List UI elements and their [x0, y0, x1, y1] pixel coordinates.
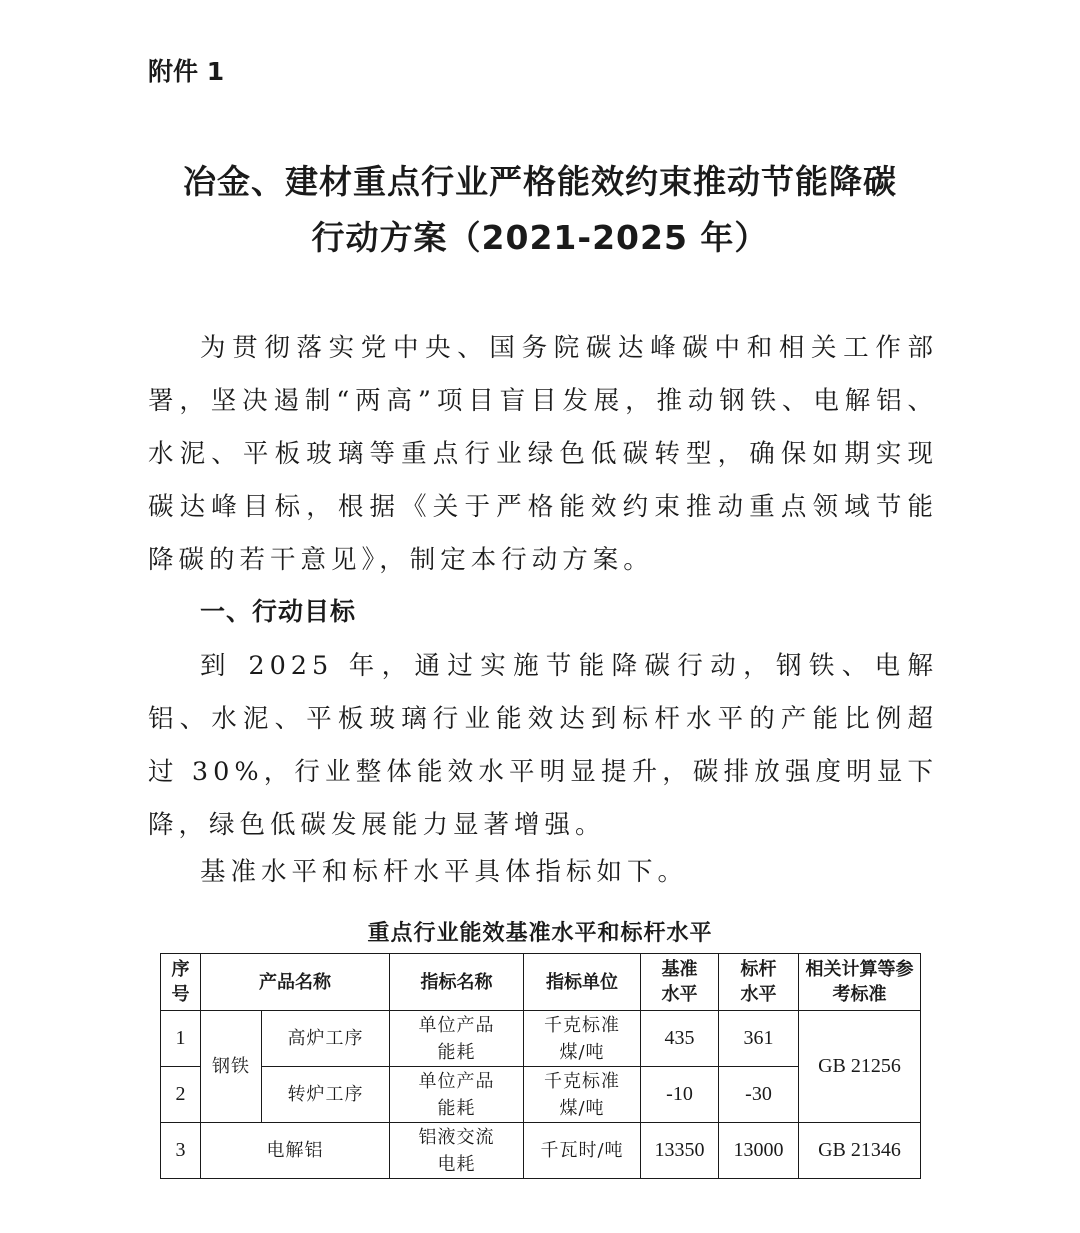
goals-paragraph: 到 2025 年，通过实施节能降碳行动，钢铁、电解铝、水泥、平板玻璃行业能效达到标杆水平的产能比例超过 30%，行业整体能效水平明显提升，碳排放强度明显下降，绿色低碳发展能力显著增强。 — [148, 651, 938, 840]
cell-seq: 2 — [161, 1067, 201, 1123]
cell-reference: GB 21256 — [799, 1011, 921, 1123]
cell-unit: 千克标准煤/吨 — [524, 1067, 641, 1123]
header-seq: 序号 — [161, 954, 201, 1011]
header-reference: 相关计算等参考标准 — [799, 954, 921, 1011]
cell-unit: 千瓦时/吨 — [524, 1123, 641, 1179]
energy-efficiency-table — [160, 953, 921, 1179]
table-header-row — [161, 954, 921, 1011]
cell-unit: 千克标准煤/吨 — [524, 1011, 641, 1067]
header-product: 产品名称 — [201, 954, 390, 1011]
cell-top-level: 361 — [719, 1011, 799, 1067]
cell-process: 转炉工序 — [262, 1067, 390, 1123]
cell-indicator: 单位产品能耗 — [390, 1011, 524, 1067]
cell-base-level: 435 — [641, 1011, 719, 1067]
header-indicator: 指标名称 — [390, 954, 524, 1011]
cell-base-level: -10 — [641, 1067, 719, 1123]
intro-paragraph: 为贯彻落实党中央、国务院碳达峰碳中和相关工作部署，坚决遏制“两高”项目盲目发展，推动钢铁、电解铝、水泥、平板玻璃等重点行业绿色低碳转型，确保如期实现碳达峰目标，根据《关于严格能效约束推动重点领域节能降碳的若干意见》，制定本行动方案。 — [148, 333, 938, 575]
cell-top-level: 13000 — [719, 1123, 799, 1179]
table-title: 重点行业能效基准水平和标杆水平 — [367, 921, 713, 946]
cell-seq: 3 — [161, 1123, 201, 1179]
table-row — [161, 1123, 921, 1179]
attachment-label: 附件 1 — [148, 57, 225, 86]
table-row — [161, 1011, 921, 1067]
cell-seq: 1 — [161, 1011, 201, 1067]
cell-indicator: 铝液交流电耗 — [390, 1123, 524, 1179]
cell-process: 高炉工序 — [262, 1011, 390, 1067]
section-heading-action-goals: 一、行动目标 — [200, 597, 357, 626]
cell-industry: 钢铁 — [201, 1011, 262, 1123]
cell-top-level: -30 — [719, 1067, 799, 1123]
indicators-intro-paragraph: 基准水平和标杆水平具体指标如下。 — [200, 857, 689, 887]
document-title-line-1: 冶金、建材重点行业严格能效约束推动节能降碳 — [183, 162, 897, 201]
header-top-level: 标杆水平 — [719, 954, 799, 1011]
cell-product: 电解铝 — [201, 1123, 390, 1179]
header-unit: 指标单位 — [524, 954, 641, 1011]
cell-reference: GB 21346 — [799, 1123, 921, 1179]
cell-indicator: 单位产品能耗 — [390, 1067, 524, 1123]
document-title-line-2: 行动方案（2021-2025 年） — [311, 218, 769, 257]
header-base-level: 基准水平 — [641, 954, 719, 1011]
cell-base-level: 13350 — [641, 1123, 719, 1179]
